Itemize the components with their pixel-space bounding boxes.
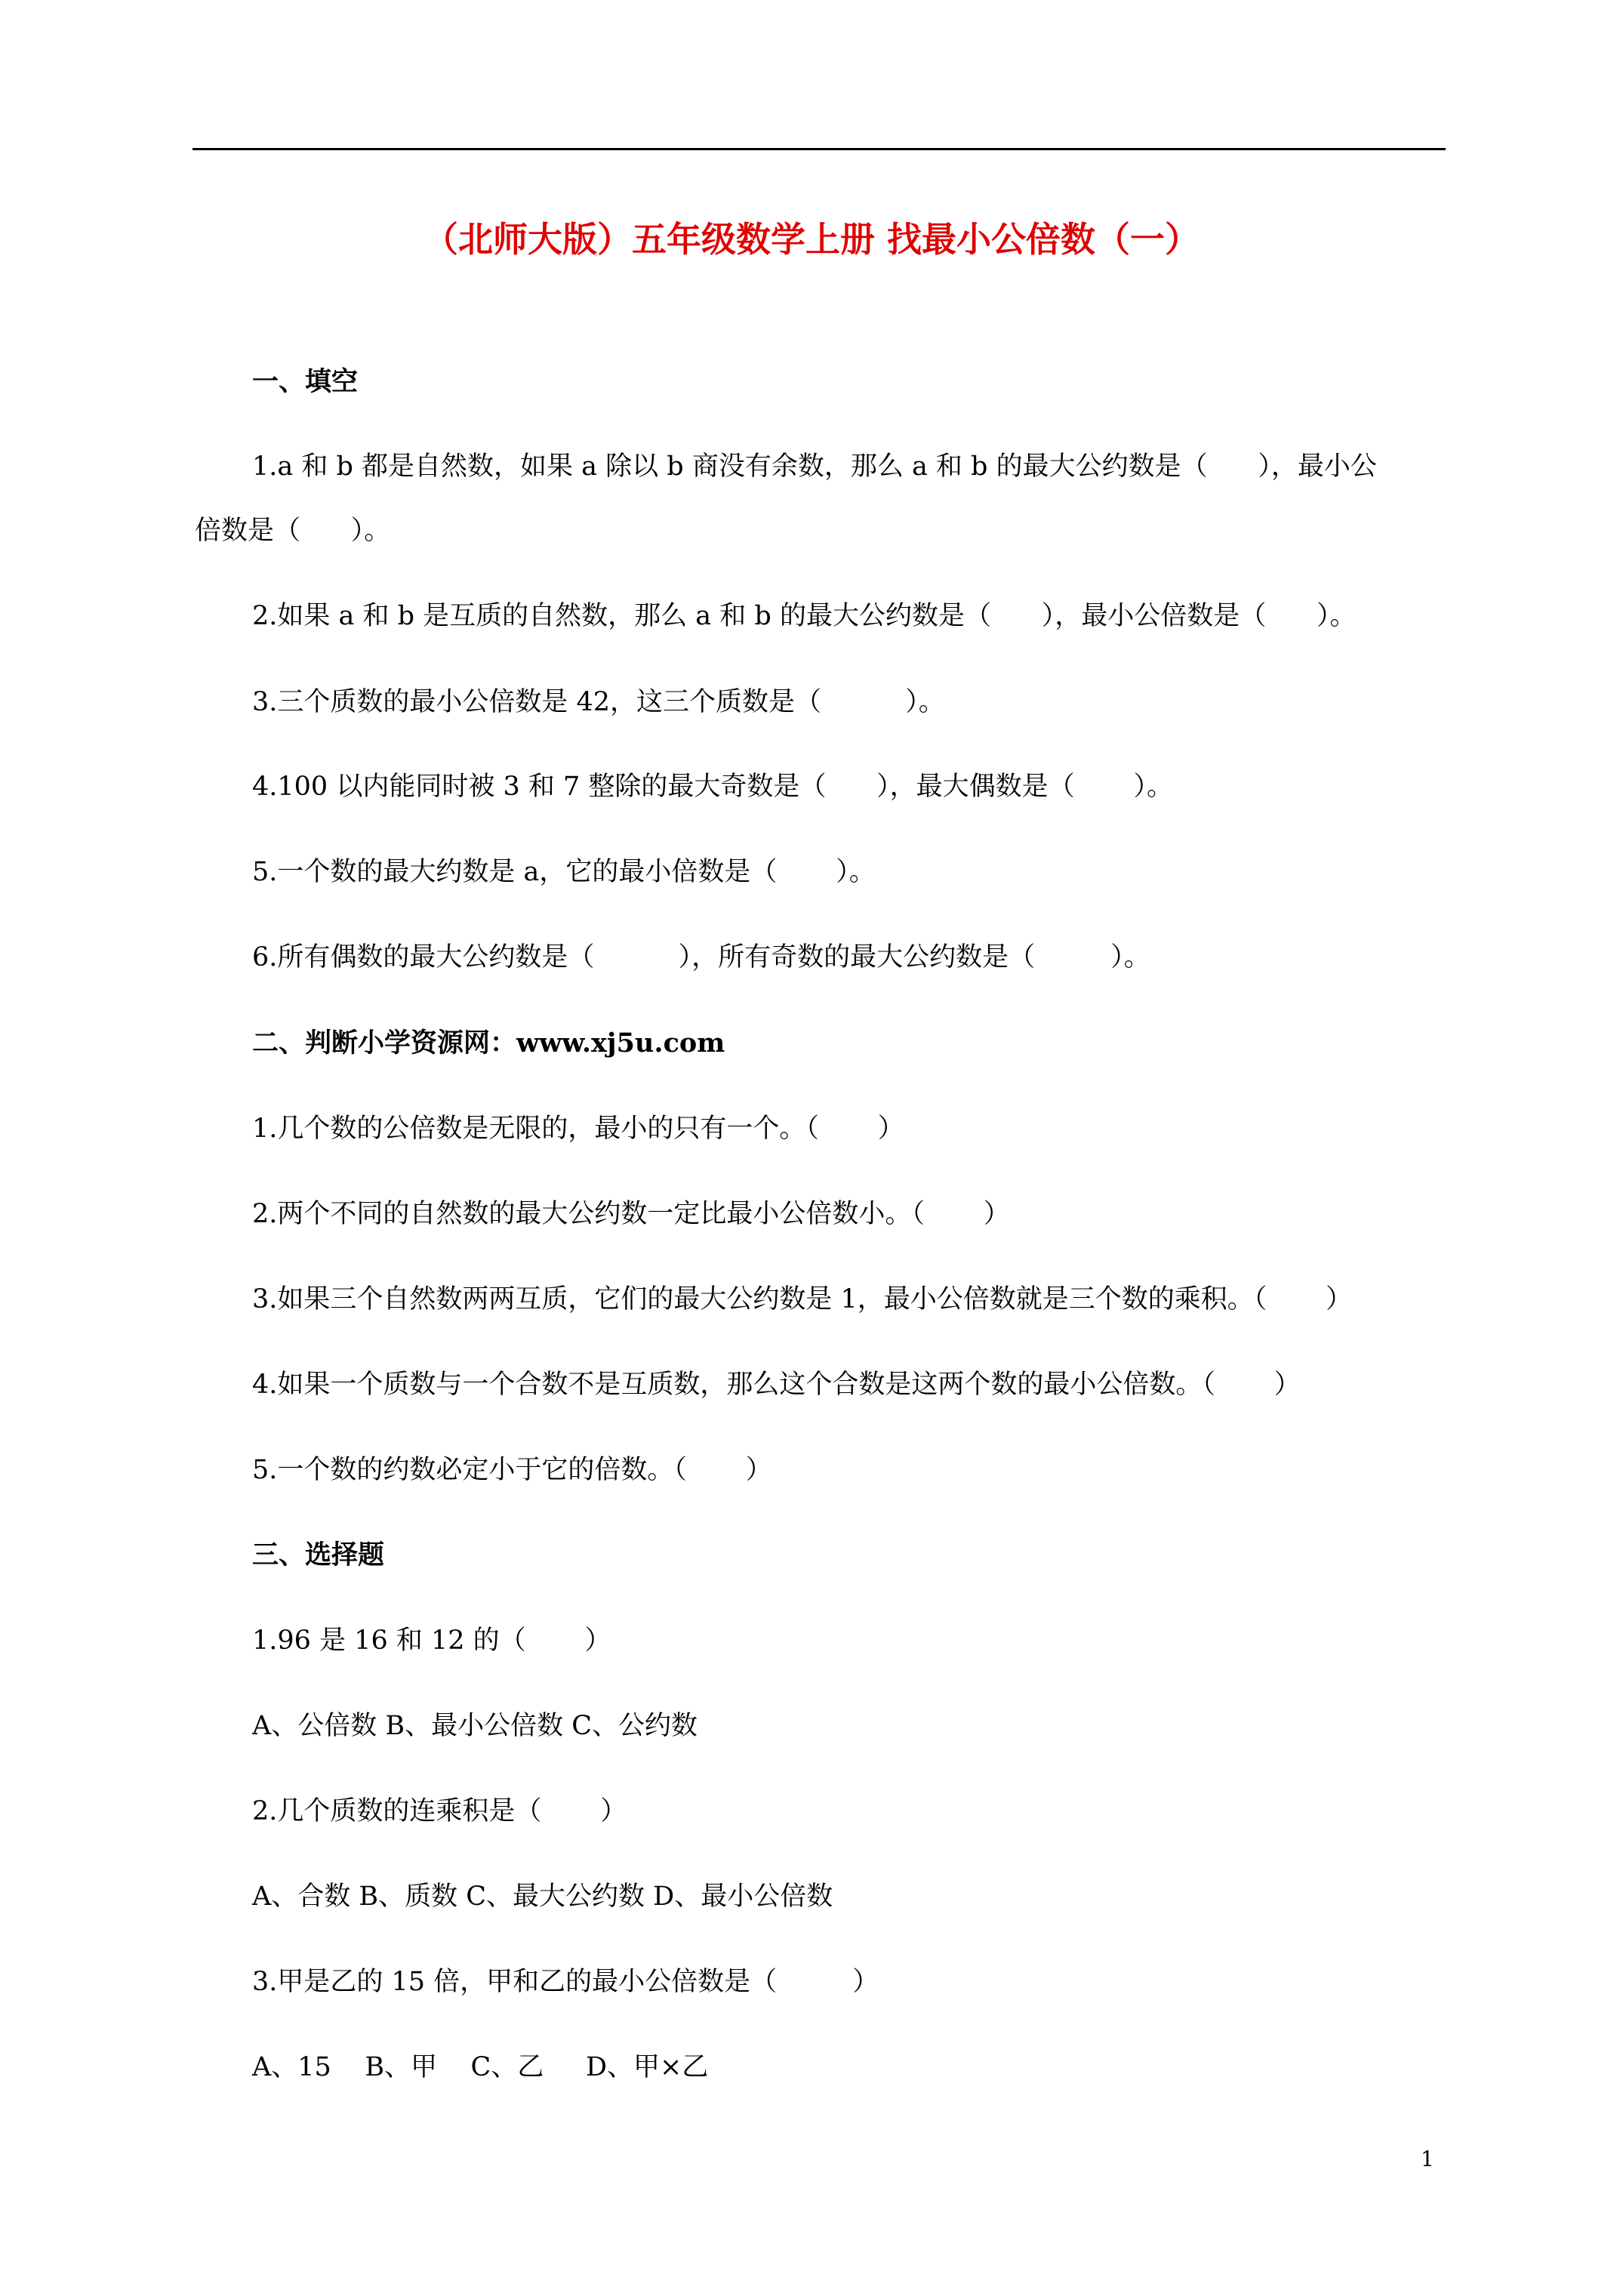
question-line: 5.一个数的最大约数是 a，它的最小倍数是（ ）。 [252, 857, 876, 887]
answer-options-line: A、公倍数 B、最小公倍数 C、公约数 [252, 1711, 698, 1741]
question-line: 1.几个数的公倍数是无限的，最小的只有一个。（ ） [252, 1114, 904, 1144]
question-line: 1.96 是 16 和 12 的（ ） [252, 1626, 611, 1656]
question-line: 1.a 和 b 都是自然数，如果 a 除以 b 商没有余数，那么 a 和 b 的最大公约数是（ ），最小公 [252, 451, 1377, 482]
answer-options-line: A、合数 B、质数 C、最大公约数 D、最小公倍数 [252, 1881, 833, 1912]
section-heading-multiple-choice: 三、选择题 [252, 1539, 385, 1570]
header-rule [192, 148, 1446, 150]
question-line: 5.一个数的约数必定小于它的倍数。（ ） [252, 1455, 772, 1485]
question-line: 2.如果 a 和 b 是互质的自然数，那么 a 和 b 的最大公约数是（ ），最小公倍数是（ ）。 [252, 601, 1357, 631]
question-line: 倍数是（ ）。 [195, 516, 391, 546]
section-heading-fill-in: 一、填空 [252, 366, 359, 397]
page-number: 1 [1421, 2147, 1434, 2171]
question-line: 6.所有偶数的最大公约数是（ ），所有奇数的最大公约数是（ ）。 [252, 942, 1150, 972]
document-title: （北师大版）五年级数学上册 找最小公倍数（一） [423, 219, 1200, 260]
question-line: 4.100 以内能同时被 3 和 7 整除的最大奇数是（ ），最大偶数是（ ）。 [252, 772, 1173, 802]
question-line: 2.两个不同的自然数的最大公约数一定比最小公倍数小。（ ） [252, 1199, 1010, 1229]
question-line: 4.如果一个质数与一个合数不是互质数，那么这个合数是这两个数的最小公倍数。（ ） [252, 1370, 1301, 1400]
question-line: 3.三个质数的最小公倍数是 42，这三个质数是（ ）。 [252, 687, 945, 717]
answer-options-line: A、15 B、甲 C、乙 D、甲×乙 [252, 2052, 709, 2082]
question-line: 3.甲是乙的 15 倍，甲和乙的最小公倍数是（ ） [252, 1967, 879, 1997]
question-line: 3.如果三个自然数两两互质，它们的最大公约数是 1，最小公倍数就是三个数的乘积。（ ） [252, 1284, 1353, 1314]
question-line: 2.几个质数的连乘积是（ ） [252, 1796, 627, 1826]
section-heading-true-false: 二、判断小学资源网：www.xj5u.com [252, 1028, 725, 1059]
